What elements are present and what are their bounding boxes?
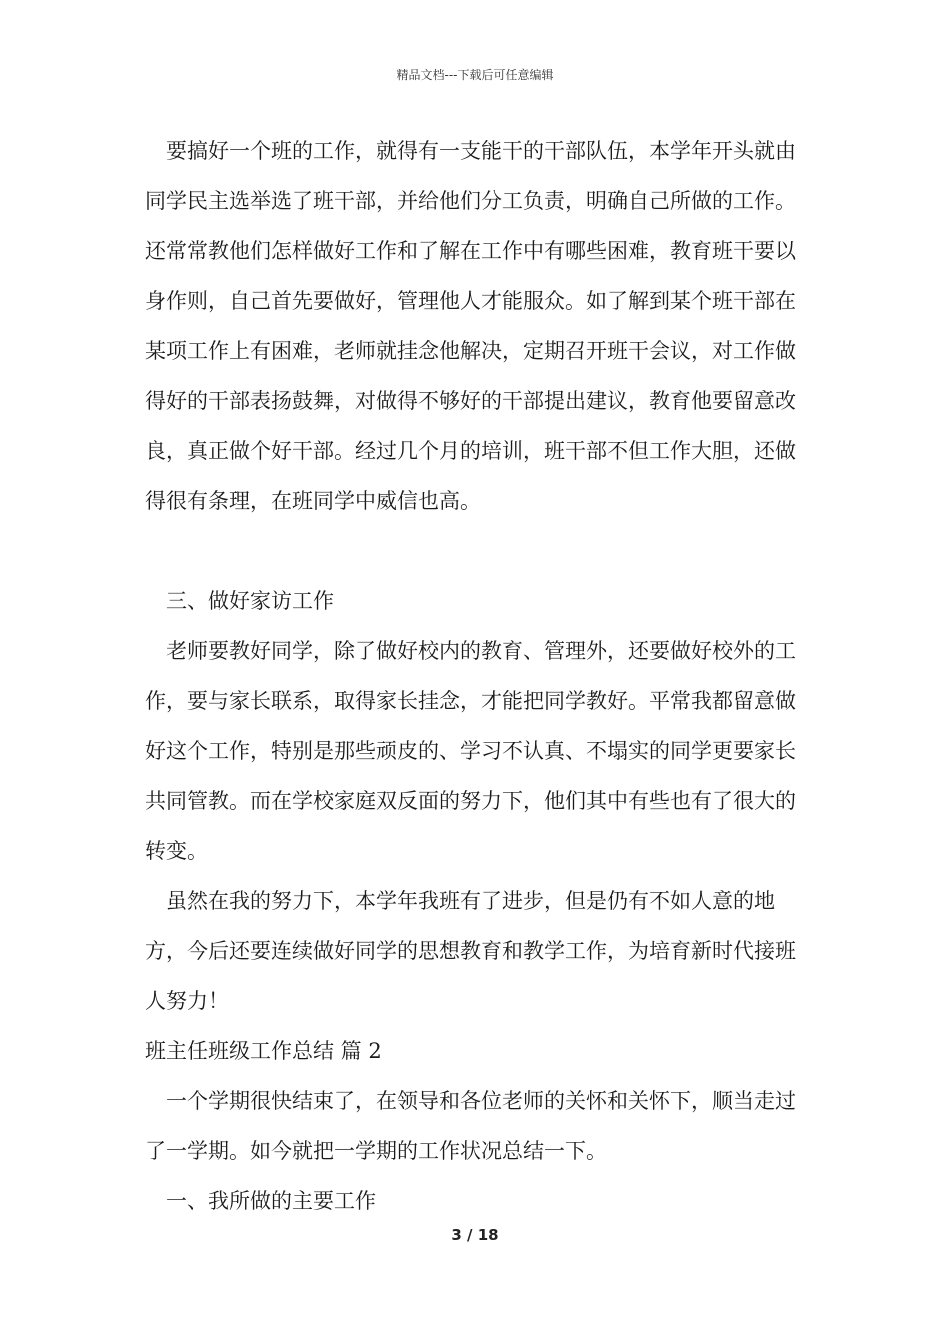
paragraph-cadre-team: 要搞好一个班的工作，就得有一支能干的干部队伍，本学年开头就由同学民主选举选了班干部，并给他们分工负责，明确自己所做的工作。还常常教他们怎样做好工作和了解在工作中有哪些困难，教育班干要以身作则，自己首先要做好，管理他人才能服众。如了解到某个班干部在某项工作上有困难，老师就挂念他解决，定期召开班干会议，对工作做得好的干部表扬鼓舞，对做得不够好的干部提出建议，教育他要留意改良，真正做个好干部。经过几个月的培训，班干部不但工作大胆，还做得很有条理，在班同学中威信也高。 (145, 139, 796, 513)
document-body (145, 126, 815, 1226)
paragraph-home-visits: 老师要教好同学，除了做好校内的教育、管理外，还要做好校外的工作，要与家长联系，取得家长挂念，才能把同学教好。平常我都留意做好这个工作，特别是那些顽皮的、学习不认真、不塌实的同学更要家长共同管教。而在学校家庭双反面的努力下，他们其中有些也有了很大的转变。 (145, 639, 796, 863)
page-number: 3 / 18 (451, 1226, 499, 1244)
paragraph-semester-intro: 一个学期很快结束了，在领导和各位老师的关怀和关怀下，顺当走过了一学期。如今就把一学期的工作状况总结一下。 (145, 1089, 796, 1163)
heading-home-visits: 三、做好家访工作 (166, 589, 334, 613)
paragraph-conclusion: 虽然在我的努力下，本学年我班有了进步，但是仍有不如人意的地方，今后还要连续做好同学的思想教育和教学工作，为培育新时代接班人努力！ (145, 889, 796, 1013)
page-header: 精品文档---下载后可任意编辑 (396, 68, 554, 82)
section-title: 班主任班级工作总结 篇 2 (145, 1039, 382, 1063)
heading-main-work: 一、我所做的主要工作 (166, 1189, 376, 1213)
paragraph-gap (145, 526, 815, 576)
